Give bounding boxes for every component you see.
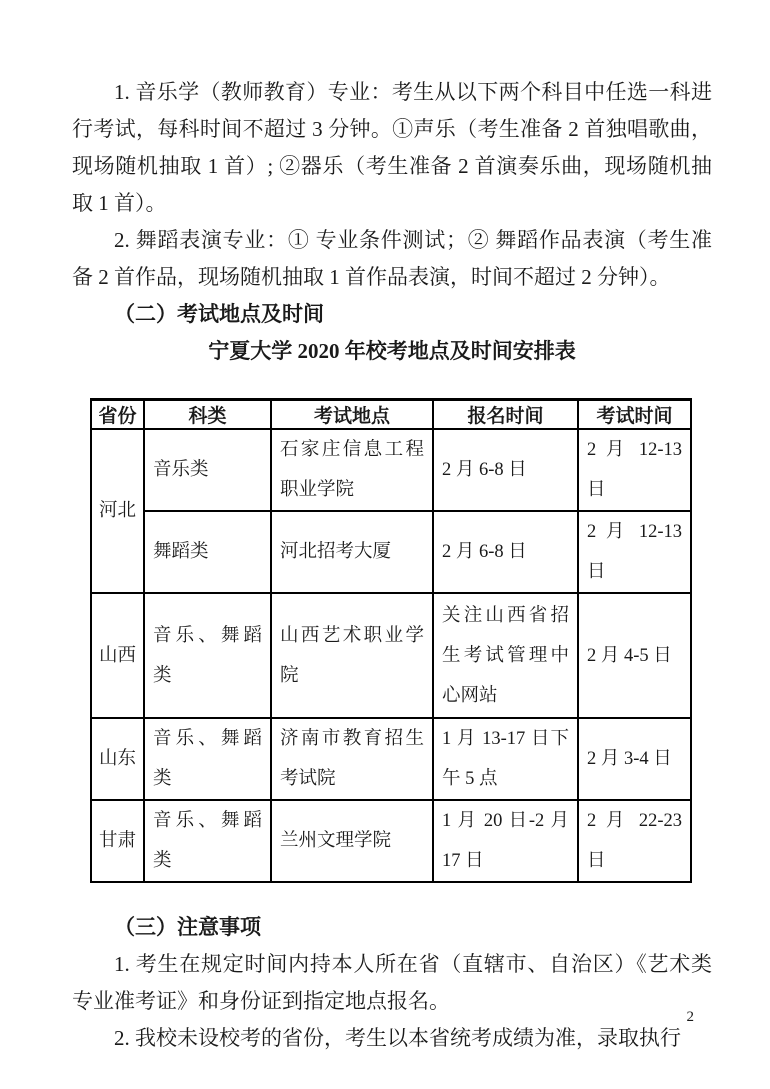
cell-exam-time: 2 月 12-13 日: [578, 429, 691, 511]
column-header-location: 考试地点: [271, 400, 433, 430]
table-row: [91, 593, 691, 718]
section-heading-exam-location-time: （二）考试地点及时间: [114, 302, 324, 326]
cell-category: 音乐、舞蹈类: [144, 718, 271, 800]
cell-location: 石家庄信息工程职业学院: [271, 429, 433, 511]
table-row: [91, 511, 691, 593]
section-heading-notes: （三）注意事项: [114, 915, 261, 939]
cell-location: 河北招考大厦: [271, 511, 433, 593]
column-header-exam-time: 考试时间: [578, 400, 691, 430]
table-header-row: [91, 400, 691, 430]
paragraph-music-major: 1. 音乐学（教师教育）专业：考生从以下两个科目中任选一科进行考试，每科时间不超过 3 分钟。①声乐（考生准备 2 首独唱歌曲，现场随机抽取 1 首）; ②器乐（考生准备 2 首演奏乐曲，现场随机抽取 1 首）。: [72, 80, 712, 215]
cell-province: 山西: [91, 593, 144, 718]
cell-registration-time: 关注山西省招生考试管理中心网站: [433, 593, 578, 718]
table-row: [91, 800, 691, 882]
paragraph-dance-major: 2. 舞蹈表演专业：① 专业条件测试；② 舞蹈作品表演（考生准备 2 首作品，现场随机抽取 1 首作品表演，时间不超过 2 分钟）。: [72, 228, 712, 289]
cell-registration-time: 2 月 6-8 日: [433, 429, 578, 511]
column-header-registration-time: 报名时间: [433, 400, 578, 430]
column-header-category: 科类: [144, 400, 271, 430]
cell-category: 音乐、舞蹈类: [144, 800, 271, 882]
cell-registration-time: 2 月 6-8 日: [433, 511, 578, 593]
table-row: [91, 718, 691, 800]
cell-location: 山西艺术职业学院: [271, 593, 433, 718]
cell-province: 河北: [91, 429, 144, 593]
cell-province: 甘肃: [91, 800, 144, 882]
cell-province: 山东: [91, 718, 144, 800]
note-1: 1. 考生在规定时间内持本人所在省（直辖市、自治区）《艺术类专业准考证》和身份证到指定地点报名。: [72, 952, 712, 1013]
cell-exam-time: 2 月 22-23 日: [578, 800, 691, 882]
cell-location: 济南市教育招生考试院: [271, 718, 433, 800]
cell-category: 舞蹈类: [144, 511, 271, 593]
table-title: 宁夏大学 2020 年校考地点及时间安排表: [208, 339, 576, 363]
table-row: [91, 429, 691, 511]
cell-category: 音乐类: [144, 429, 271, 511]
note-2: 2. 我校未设校考的省份，考生以本省统考成绩为准，录取执行: [114, 1026, 681, 1050]
cell-exam-time: 2 月 3-4 日: [578, 718, 691, 800]
page-number: 2: [686, 1009, 694, 1025]
column-header-province: 省份: [91, 400, 144, 430]
cell-location: 兰州文理学院: [271, 800, 433, 882]
exam-schedule-table: [90, 398, 692, 883]
cell-registration-time: 1 月 13-17 日下午 5 点: [433, 718, 578, 800]
cell-exam-time: 2 月 12-13 日: [578, 511, 691, 593]
cell-registration-time: 1 月 20 日-2 月 17 日: [433, 800, 578, 882]
cell-exam-time: 2 月 4-5 日: [578, 593, 691, 718]
cell-category: 音乐、舞蹈类: [144, 593, 271, 718]
